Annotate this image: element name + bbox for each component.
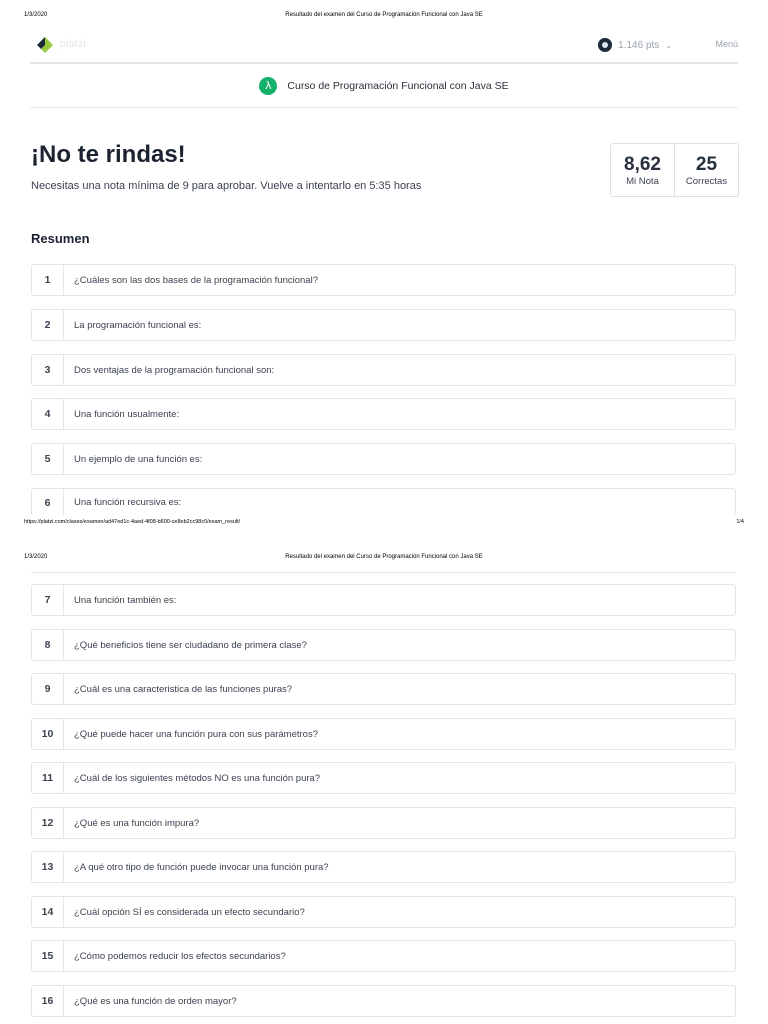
print-url: https://platzi.com/clases/examen/ad47ed1c-4aed-4f08-b600-ce8eb2cc98c0/exam_result/ <box>24 519 241 525</box>
question-text: ¿Qué puede hacer una función pura con sus parámetros? <box>74 728 318 740</box>
question-row[interactable] <box>31 896 736 928</box>
question-row[interactable] <box>31 354 736 386</box>
question-number: 16 <box>32 986 64 1016</box>
print-date: 1/3/2020 <box>24 12 48 18</box>
question-number: 1 <box>32 265 64 295</box>
menu-button[interactable]: Menú <box>715 39 738 49</box>
question-number: 6 <box>32 489 64 516</box>
print-page-number: 1/4 <box>736 519 744 525</box>
question-row[interactable] <box>31 398 736 430</box>
logo-wordmark: platzi <box>60 38 86 50</box>
question-number: 9 <box>32 674 64 704</box>
question-row[interactable] <box>31 584 736 616</box>
summary-heading: Resumen <box>31 231 90 246</box>
question-text: Una función recursiva es: <box>74 497 182 508</box>
question-row[interactable] <box>31 673 736 705</box>
question-number: 11 <box>32 763 64 793</box>
question-text: ¿Cuáles son las dos bases de la programación funcional? <box>74 274 318 286</box>
print-title: Resultado del examen del Curso de Programación Funcional con Java SE <box>285 554 483 560</box>
question-row[interactable] <box>31 629 736 661</box>
question-number: 12 <box>32 808 64 838</box>
question-row[interactable] <box>31 940 736 972</box>
question-text: ¿Cuál opción SÍ es considerada un efecto secundario? <box>74 906 305 918</box>
score-label: Mi Nota <box>626 175 659 187</box>
question-text: ¿Qué es una función impura? <box>74 817 200 829</box>
chevron-down-icon: ⌄ <box>665 40 672 50</box>
correct-value: 25 <box>695 153 718 175</box>
lambda-icon: λ <box>259 77 277 95</box>
question-number: 10 <box>32 719 64 749</box>
correct-label: Correctas <box>685 175 728 187</box>
question-text: ¿Cuál de los siguientes métodos NO es una función pura? <box>74 772 321 784</box>
print-date: 1/3/2020 <box>24 554 48 560</box>
question-row[interactable] <box>31 851 736 883</box>
question-number: 4 <box>32 399 64 429</box>
question-text: ¿Qué beneficios tiene ser ciudadano de primera clase? <box>74 639 307 651</box>
question-number: 3 <box>32 355 64 385</box>
score-value: 8,62 <box>624 153 661 175</box>
question-row[interactable] <box>31 718 736 750</box>
question-number: 7 <box>32 585 64 615</box>
question-text: ¿Cómo podemos reducir los efectos secundarios? <box>74 950 286 962</box>
question-row[interactable] <box>31 807 736 839</box>
question-text: Una función también es: <box>74 594 177 606</box>
result-title: ¡No te rindas! <box>31 141 186 168</box>
print-title: Resultado del examen del Curso de Programación Funcional con Java SE <box>285 12 483 18</box>
question-number: 13 <box>32 852 64 882</box>
question-text: La programación funcional es: <box>74 319 202 331</box>
question-text: Una función usualmente: <box>74 408 180 420</box>
question-text: ¿A qué otro tipo de función puede invocar una función pura? <box>74 861 329 873</box>
question-row[interactable] <box>31 264 736 296</box>
question-row[interactable] <box>31 488 736 516</box>
question-number: 15 <box>32 941 64 971</box>
question-number: 8 <box>32 630 64 660</box>
question-number: 2 <box>32 310 64 340</box>
points-value: 1.146 pts <box>618 39 660 51</box>
question-row[interactable] <box>31 443 736 475</box>
result-subtitle: Necesitas una nota mínima de 9 para aprobar. Vuelve a intentarlo en 5:35 horas <box>31 180 422 192</box>
question-number: 14 <box>32 897 64 927</box>
question-text: ¿Qué es una función de orden mayor? <box>74 995 237 1007</box>
question-text: Dos ventajas de la programación funcional son: <box>74 364 275 376</box>
question-text: ¿Cuál es una caracteristica de las funciones puras? <box>74 683 293 695</box>
question-text: Un ejemplo de una función es: <box>74 453 203 465</box>
question-row[interactable] <box>31 309 736 341</box>
question-row[interactable] <box>31 985 736 1017</box>
course-name[interactable]: Curso de Programación Funcional con Java SE <box>287 79 509 92</box>
question-number: 5 <box>32 444 64 474</box>
question-row[interactable] <box>31 762 736 794</box>
